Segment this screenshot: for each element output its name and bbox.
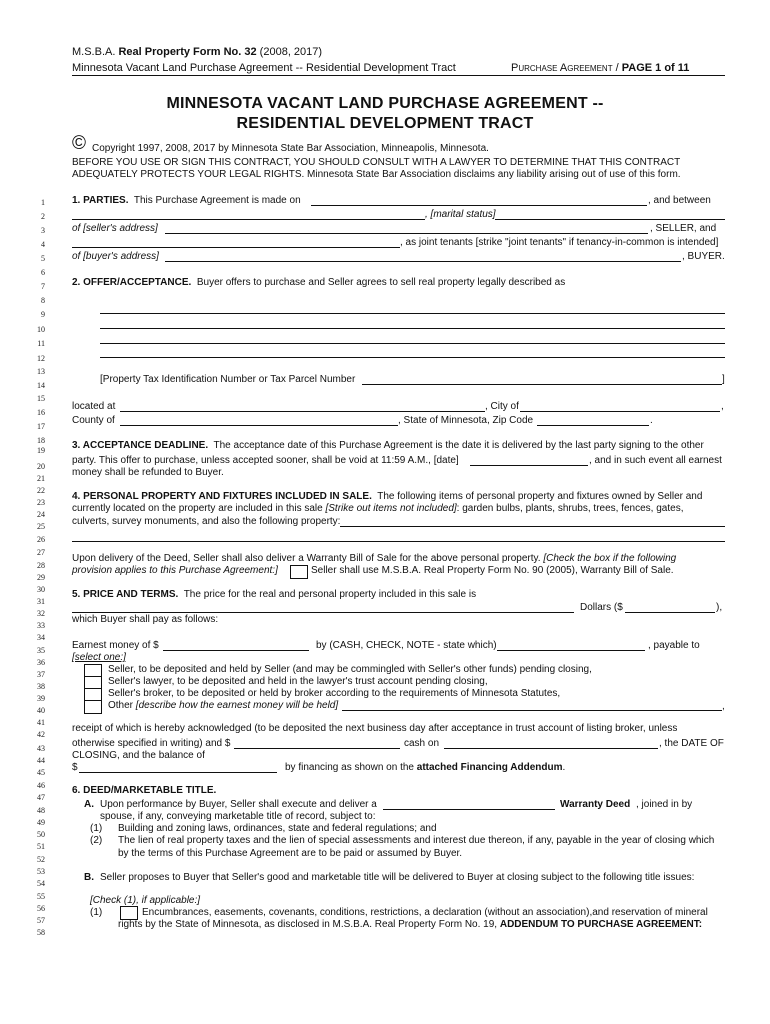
additional-property-field-1[interactable]	[340, 526, 725, 527]
line-number: 4	[41, 240, 45, 249]
line-number: 19	[37, 446, 45, 455]
line-number: 49	[37, 818, 45, 827]
line-number: 9	[41, 310, 45, 319]
section-3: 3. ACCEPTANCE DEADLINE. The acceptance date of this Purchase Agreement is the date it is delivered by the last party signing to the other	[72, 440, 704, 451]
buyer-address-field[interactable]	[165, 261, 681, 262]
line-number: 17	[37, 422, 45, 431]
line-number: 20	[37, 462, 45, 471]
line-number: 50	[37, 830, 45, 839]
form-subtitle: Minnesota Vacant Land Purchase Agreement -- Residential Development Tract	[72, 62, 456, 74]
city-field[interactable]	[520, 411, 720, 412]
line-number: 32	[37, 609, 45, 618]
warning-line1: BEFORE YOU USE OR SIGN THIS CONTRACT, YOU SHOULD CONSULT WITH A LAWYER TO DETERMINE THAT THIS CONTRACT	[72, 157, 681, 168]
buyer-name-field[interactable]	[72, 247, 400, 248]
line-number: 43	[37, 744, 45, 753]
line-number: 23	[37, 498, 45, 507]
property-address-field[interactable]	[120, 411, 485, 412]
legal-description-line-3[interactable]	[100, 343, 725, 344]
line-number: 47	[37, 793, 45, 802]
price-words-field[interactable]	[72, 612, 574, 613]
line-number: 10	[37, 325, 45, 334]
line-number: 11	[37, 339, 45, 348]
line-number: 56	[37, 904, 45, 913]
seller-marital-status-field[interactable]	[495, 219, 725, 220]
legal-description-line-2[interactable]	[100, 328, 725, 329]
warning-line2: ADEQUATELY PROTECTS YOUR LEGAL RIGHTS. Minnesota State Bar Association disclaims any liability arising out of use of this form.	[72, 169, 681, 180]
form-number: M.S.B.A. Real Property Form No. 32 (2008, 2017)	[72, 46, 323, 58]
copyright-icon: ©	[72, 133, 86, 154]
county-field[interactable]	[120, 425, 398, 426]
line-number: 40	[37, 706, 45, 715]
line-number: 5	[41, 254, 45, 263]
line-number: 53	[37, 867, 45, 876]
earnest-other-description-field[interactable]	[342, 710, 722, 711]
section-6: 6. DEED/MARKETABLE TITLE.	[72, 785, 217, 796]
section-4: 4. PERSONAL PROPERTY AND FIXTURES INCLUDED IN SALE. The following items of personal property and fixtures owned by Seller and	[72, 491, 703, 502]
price-amount-field[interactable]	[625, 612, 715, 613]
document-title-line2: RESIDENTIAL DEVELOPMENT TRACT	[236, 115, 534, 132]
legal-description-line-1[interactable]	[100, 313, 725, 314]
line-number: 30	[37, 585, 45, 594]
line-number: 36	[37, 658, 45, 667]
line-number: 51	[37, 842, 45, 851]
line-number: 55	[37, 892, 45, 901]
cash-amount-field[interactable]	[234, 748, 400, 749]
line-number: 46	[37, 781, 45, 790]
earnest-money-amount-field[interactable]	[163, 650, 309, 651]
line-number: 13	[37, 367, 45, 376]
line-number: 18	[37, 436, 45, 445]
line-number: 39	[37, 694, 45, 703]
section-1: 1. PARTIES. This Purchase Agreement is made on	[72, 195, 301, 206]
line-number: 52	[37, 855, 45, 864]
copyright-text: Copyright 1997, 2008, 2017 by Minnesota State Bar Association, Minneapolis, Minnesota.	[92, 143, 489, 154]
line-number: 35	[37, 646, 45, 655]
line-number: 25	[37, 522, 45, 531]
line-number: 26	[37, 535, 45, 544]
document-title-line1: MINNESOTA VACANT LAND PURCHASE AGREEMENT --	[166, 95, 604, 112]
earnest-other-checkbox[interactable]	[84, 700, 102, 714]
line-number: 45	[37, 768, 45, 777]
line-number: 3	[41, 226, 45, 235]
deed-type-field[interactable]	[383, 809, 555, 810]
line-number: 7	[41, 282, 45, 291]
encumbrances-checkbox[interactable]	[120, 906, 138, 920]
line-number: 54	[37, 879, 45, 888]
line-number: 44	[37, 756, 45, 765]
line-number: 1	[41, 198, 45, 207]
seller-name-field[interactable]	[72, 219, 425, 220]
legal-description-line-4[interactable]	[100, 357, 725, 358]
line-number: 16	[37, 408, 45, 417]
section-5: 5. PRICE AND TERMS. The price for the real and personal property included in this sale is	[72, 589, 477, 600]
line-number: 15	[37, 394, 45, 403]
header-rule	[72, 75, 725, 76]
line-number: 28	[37, 561, 45, 570]
earnest-money-method-field[interactable]	[497, 650, 645, 651]
seller-address-field[interactable]	[165, 233, 648, 234]
line-number: 37	[37, 670, 45, 679]
line-number: 6	[41, 268, 45, 277]
line-number: 31	[37, 597, 45, 606]
line-number: 42	[37, 730, 45, 739]
cash-date-field[interactable]	[444, 748, 658, 749]
section-2: 2. OFFER/ACCEPTANCE. Buyer offers to purchase and Seller agrees to sell real property legally described as	[72, 277, 566, 288]
line-number: 41	[37, 718, 45, 727]
line-number: 58	[37, 928, 45, 937]
line-number: 27	[37, 548, 45, 557]
acceptance-date-field[interactable]	[470, 465, 588, 466]
zip-code-field[interactable]	[537, 425, 649, 426]
tax-parcel-number-field[interactable]	[362, 384, 722, 385]
line-number: 29	[37, 573, 45, 582]
line-number: 34	[37, 633, 45, 642]
line-number: 14	[37, 381, 45, 390]
additional-property-field-2[interactable]	[72, 541, 725, 542]
warranty-bill-of-sale-checkbox[interactable]	[290, 565, 308, 579]
line-number: 48	[37, 806, 45, 815]
line-number: 33	[37, 621, 45, 630]
line-number: 22	[37, 486, 45, 495]
line-number: 8	[41, 296, 45, 305]
line-number: 2	[41, 212, 45, 221]
line-number: 24	[37, 510, 45, 519]
line-number: 21	[37, 474, 45, 483]
financing-balance-field[interactable]	[79, 772, 277, 773]
line-number: 12	[37, 354, 45, 363]
agreement-date-field[interactable]	[311, 205, 647, 206]
page-indicator: Purchase Agreement / PAGE 1 of 11	[511, 62, 690, 74]
line-number: 57	[37, 916, 45, 925]
line-number: 38	[37, 682, 45, 691]
